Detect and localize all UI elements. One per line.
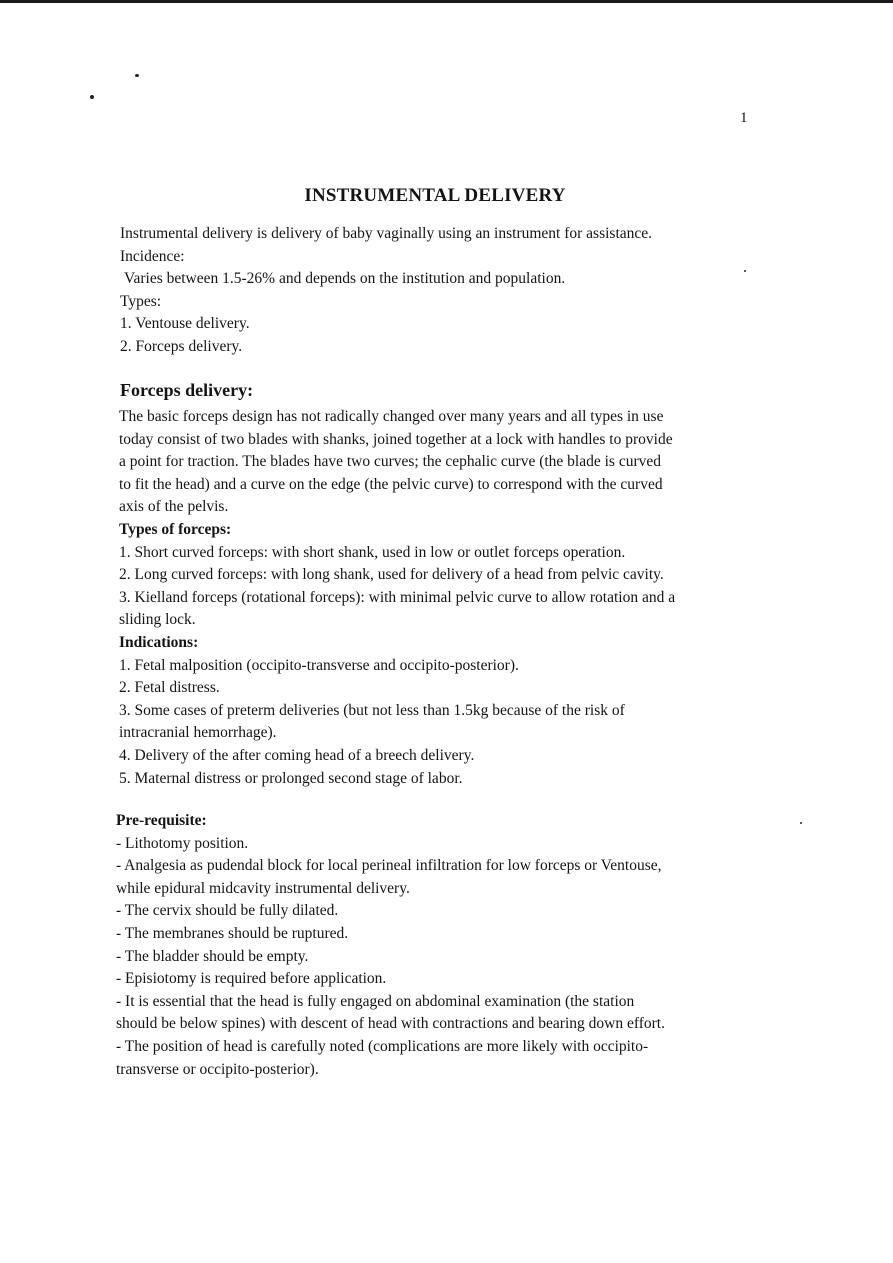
- prerequisite-line: - The bladder should be empty.: [116, 947, 309, 965]
- description-line: today consist of two blades with shanks, joined together at a lock with handles to provide: [119, 430, 673, 448]
- description-line: to fit the head) and a curve on the edge (the pelvic curve) to correspond with the curved: [119, 475, 663, 493]
- incidence-text: Varies between 1.5-26% and depends on the institution and population.: [124, 270, 566, 288]
- scan-speck: [135, 74, 139, 77]
- description-line: The basic forceps design has not radically changed over many years and all types in use: [119, 408, 664, 425]
- indications-heading: Indications:: [119, 633, 199, 651]
- forceps-heading: Forceps delivery:: [120, 380, 254, 400]
- indication-line: 2. Fetal distress.: [119, 679, 220, 697]
- scan-top-edge: [0, 0, 893, 3]
- forceps-type-line: 2. Long curved forceps: with long shank, used for delivery of a head from pelvic cavity.: [119, 566, 664, 584]
- prerequisite-line: - It is essential that the head is fully engaged on abdominal examination (the station: [116, 992, 635, 1010]
- prerequisite-line: should be below spines) with descent of head with contractions and bearing down effort.: [116, 1015, 665, 1033]
- page-number: 1: [740, 110, 748, 126]
- indication-line: 1. Fetal malposition (occipito-transverse and occipito-posterior).: [119, 656, 519, 674]
- prerequisite-section: [116, 810, 665, 1081]
- indication-line: intracranial hemorrhage).: [119, 724, 277, 742]
- description-line: a point for traction. The blades have two curves; the cephalic curve (the blade is curved: [119, 453, 662, 471]
- types-list-item: 1. Ventouse delivery.: [120, 315, 250, 333]
- indication-line: 4. Delivery of the after coming head of a breech delivery.: [119, 746, 475, 764]
- incidence-label: Incidence:: [120, 247, 185, 265]
- forceps-type-line: 3. Kielland forceps (rotational forceps): with minimal pelvic curve to allow rotation and a: [119, 588, 676, 606]
- prerequisite-line: - Lithotomy position.: [116, 834, 249, 852]
- types-label: Types:: [120, 292, 162, 310]
- forceps-type-line: sliding lock.: [119, 611, 196, 629]
- prerequisite-line: - The position of head is carefully noted (complications are more likely with occipito-: [116, 1037, 649, 1055]
- types-list-item: 2. Forceps delivery.: [120, 337, 243, 355]
- indication-line: 5. Maternal distress or prolonged second stage of labor.: [119, 769, 463, 787]
- types-of-forceps-heading: Types of forceps:: [119, 520, 232, 538]
- scan-speck: [744, 270, 746, 272]
- forceps-section: [119, 406, 675, 790]
- prerequisite-line: - The cervix should be fully dilated.: [116, 902, 339, 920]
- prerequisite-line: - Analgesia as pudendal block for local perineal infiltration for low forceps or Ventouse,: [116, 857, 662, 875]
- definition-text: Instrumental delivery is delivery of baby vaginally using an instrument for assistance.: [120, 225, 653, 242]
- prerequisite-heading: Pre-requisite:: [116, 812, 207, 829]
- page-title: INSTRUMENTAL DELIVERY: [304, 185, 566, 206]
- prerequisite-line: - Episiotomy is required before application.: [116, 970, 387, 988]
- forceps-type-line: 1. Short curved forceps: with short shank, used in low or outlet forceps operation.: [119, 543, 626, 561]
- scan-speck: [90, 95, 94, 99]
- intro-section: [120, 223, 652, 359]
- prerequisite-line: while epidural midcavity instrumental delivery.: [116, 879, 410, 897]
- prerequisite-line: transverse or occipito-posterior).: [116, 1060, 319, 1078]
- prerequisite-line: - The membranes should be ruptured.: [116, 924, 349, 942]
- scan-speck: [800, 822, 802, 824]
- description-line: axis of the pelvis.: [119, 498, 229, 516]
- indication-line: 3. Some cases of preterm deliveries (but not less than 1.5kg because of the risk of: [119, 701, 625, 719]
